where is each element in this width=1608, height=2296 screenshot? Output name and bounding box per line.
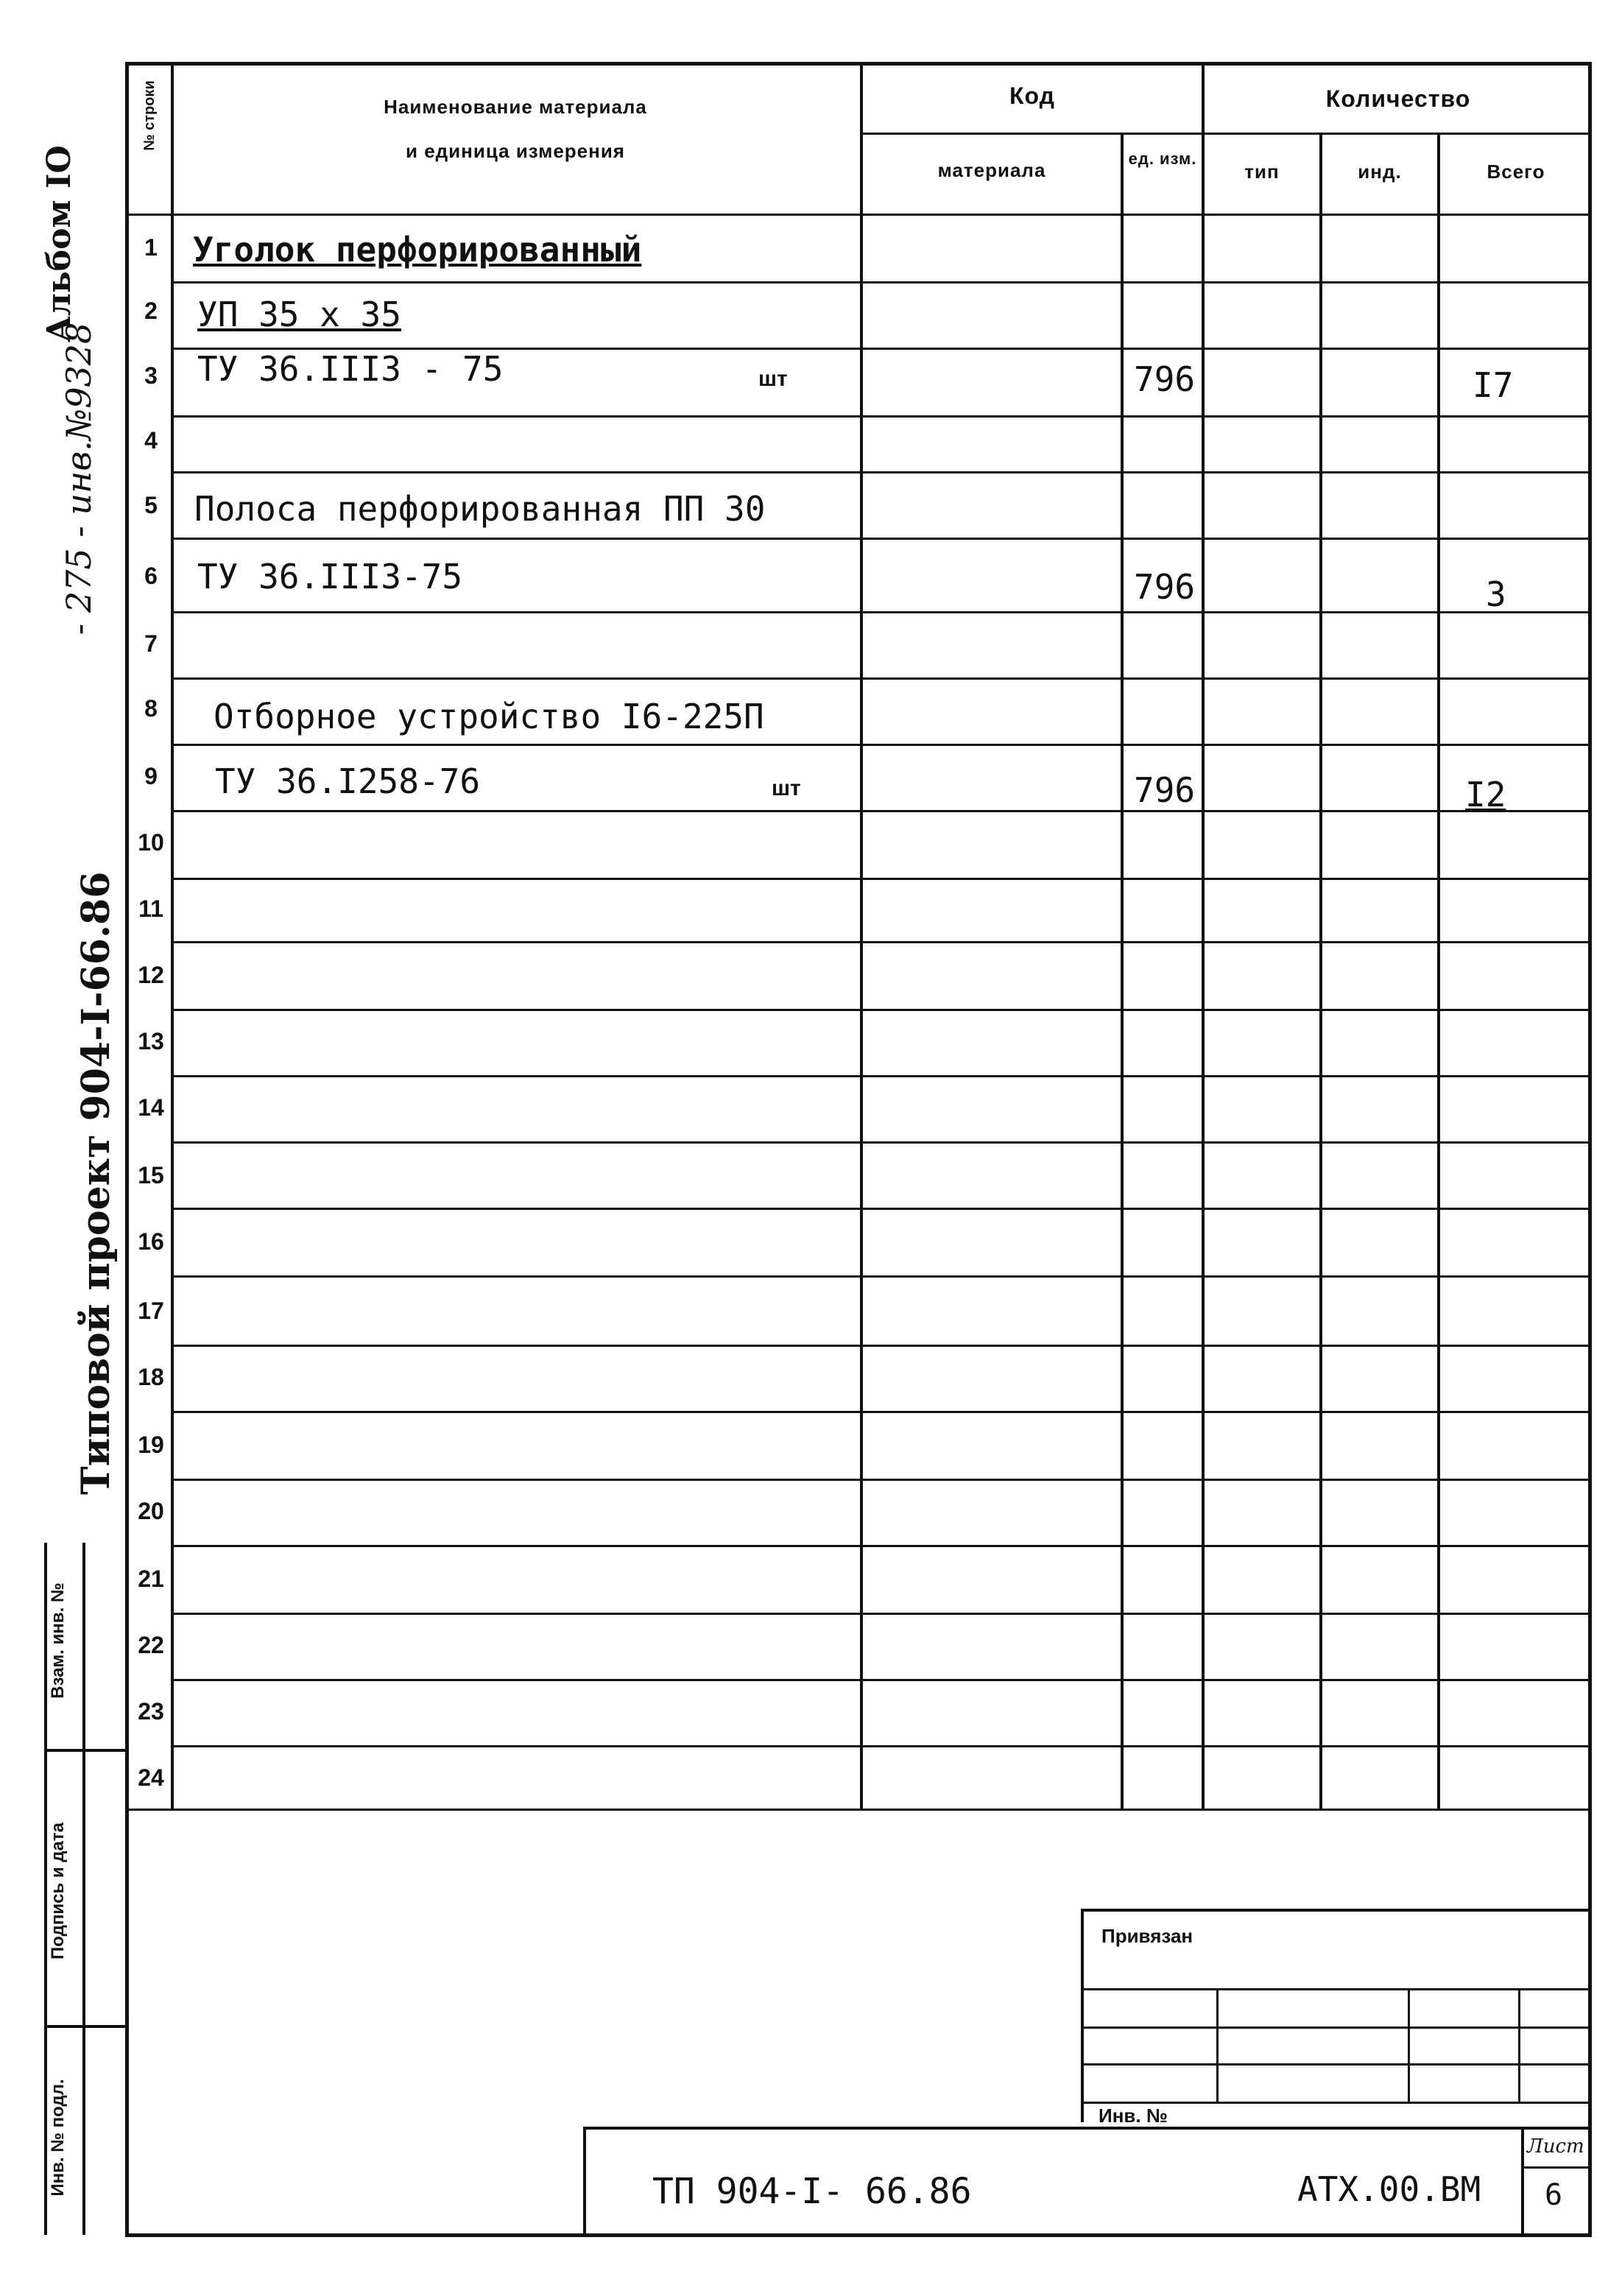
row-number: 24 (138, 1764, 164, 1791)
header-bottom-line (127, 214, 1592, 216)
row-line (174, 1679, 1592, 1681)
row-8-name: Отборное устройство I6-225П (214, 697, 764, 736)
row-number: 5 (144, 492, 158, 518)
row-number: 13 (138, 1028, 164, 1054)
row-number: 20 (138, 1498, 164, 1524)
row-number: 23 (138, 1698, 164, 1725)
header-qty-ind: инд. (1358, 161, 1402, 183)
row-line (174, 1613, 1592, 1615)
table-bottom-line (127, 1809, 1592, 1811)
row-6-code-unit: 796 (1134, 567, 1196, 607)
row-number: 14 (138, 1094, 164, 1121)
col-line-qty-type (1319, 133, 1322, 1809)
sign-date-label: Подпись и дата (48, 1823, 68, 1959)
row-number: 10 (138, 829, 164, 856)
header-quantity: Количество (1325, 85, 1471, 112)
row-number: 19 (138, 1432, 164, 1458)
row-number: 11 (138, 895, 163, 922)
row-number: 18 (138, 1364, 164, 1390)
handwritten-inventory-note: - 275 - инв.№9328 (59, 322, 99, 635)
row-9-total: I2 (1465, 775, 1506, 814)
row-6-total: 3 (1486, 574, 1506, 614)
binding-inv-label: Инв. № (1099, 2105, 1168, 2127)
row-number: 2 (144, 297, 158, 324)
row-line (174, 471, 1592, 473)
row-number: 3 (144, 362, 158, 389)
row-1-name: Уголок перфорированный (193, 230, 642, 270)
row-line (174, 1208, 1592, 1210)
row-number: 6 (144, 563, 158, 589)
row-number: 1 (144, 234, 158, 261)
row-line (174, 1411, 1592, 1413)
row-3-total: I7 (1473, 365, 1514, 405)
header-subline (860, 133, 1590, 135)
header-code: Код (1009, 82, 1055, 109)
row-line (174, 611, 1592, 613)
row-number: 21 (138, 1566, 164, 1592)
row-number: 12 (138, 962, 164, 988)
row-line (174, 1075, 1592, 1077)
row-9-code-unit: 796 (1134, 770, 1196, 810)
row-3-unit: шт (758, 367, 788, 391)
row-3-code-unit: 796 (1134, 359, 1196, 399)
row-line (174, 415, 1592, 418)
row-line (174, 878, 1592, 880)
row-number: 15 (138, 1162, 164, 1189)
header-code-unit: ед. изм. (1128, 149, 1197, 168)
row-number: 16 (138, 1228, 164, 1255)
row-line (174, 941, 1592, 943)
title-code: АТХ.00.ВМ (1297, 2169, 1481, 2209)
sheet-number: 6 (1545, 2178, 1563, 2212)
header-qty-total: Всего (1487, 161, 1545, 183)
binding-title: Привязан (1101, 1925, 1193, 1947)
binding-stamp (1081, 1909, 1592, 2127)
col-line-code-material (1121, 133, 1124, 1809)
row-number: 8 (144, 695, 158, 722)
row-line (174, 1141, 1592, 1144)
replace-inv-label: Взам. инв. № (48, 1582, 68, 1699)
title-doc-number: ТП 904-I- 66.86 (652, 2171, 972, 2212)
row-number: 9 (144, 763, 158, 789)
header-code-material: материала (937, 159, 1046, 181)
title-block (583, 2127, 1592, 2237)
row-line (174, 1009, 1592, 1011)
inv-orig-label: Инв. № подл. (48, 2079, 68, 2197)
row-9-name: ТУ 36.I258-76 (215, 761, 481, 801)
row-number: 4 (144, 427, 158, 454)
row-line (174, 810, 1592, 812)
row-line (174, 281, 1592, 284)
row-line (174, 677, 1592, 680)
header-row-no: № строки (141, 80, 158, 151)
header-name-line1: Наименование материала (384, 96, 647, 118)
left-stamp-strip (44, 1543, 125, 2235)
header-name-line2: и единица измерения (406, 140, 625, 162)
sheet-label: Лист (1527, 2135, 1584, 2158)
row-number: 7 (144, 630, 158, 657)
row-line (174, 1545, 1592, 1547)
album-label: Альбом IO (40, 145, 78, 342)
row-line (174, 1745, 1592, 1747)
row-3-name: ТУ 36.III3 - 75 (197, 349, 504, 389)
row-5-name: Полоса перфорированная ПП 30 (194, 489, 766, 529)
row-2-name: УП 35 х 35 (197, 295, 401, 334)
row-line (174, 1345, 1592, 1347)
row-line (174, 1479, 1592, 1481)
row-number: 17 (138, 1297, 164, 1324)
project-label: Типовой проект 904-I-66.86 (74, 871, 119, 1495)
row-line (174, 1275, 1592, 1278)
row-6-name: ТУ 36.III3-75 (197, 557, 463, 596)
row-line (174, 744, 1592, 746)
row-line (174, 538, 1592, 540)
row-9-unit: шт (772, 776, 801, 800)
header-qty-type: тип (1244, 161, 1280, 183)
col-line-qty-ind (1437, 133, 1440, 1809)
row-number: 22 (138, 1632, 164, 1658)
